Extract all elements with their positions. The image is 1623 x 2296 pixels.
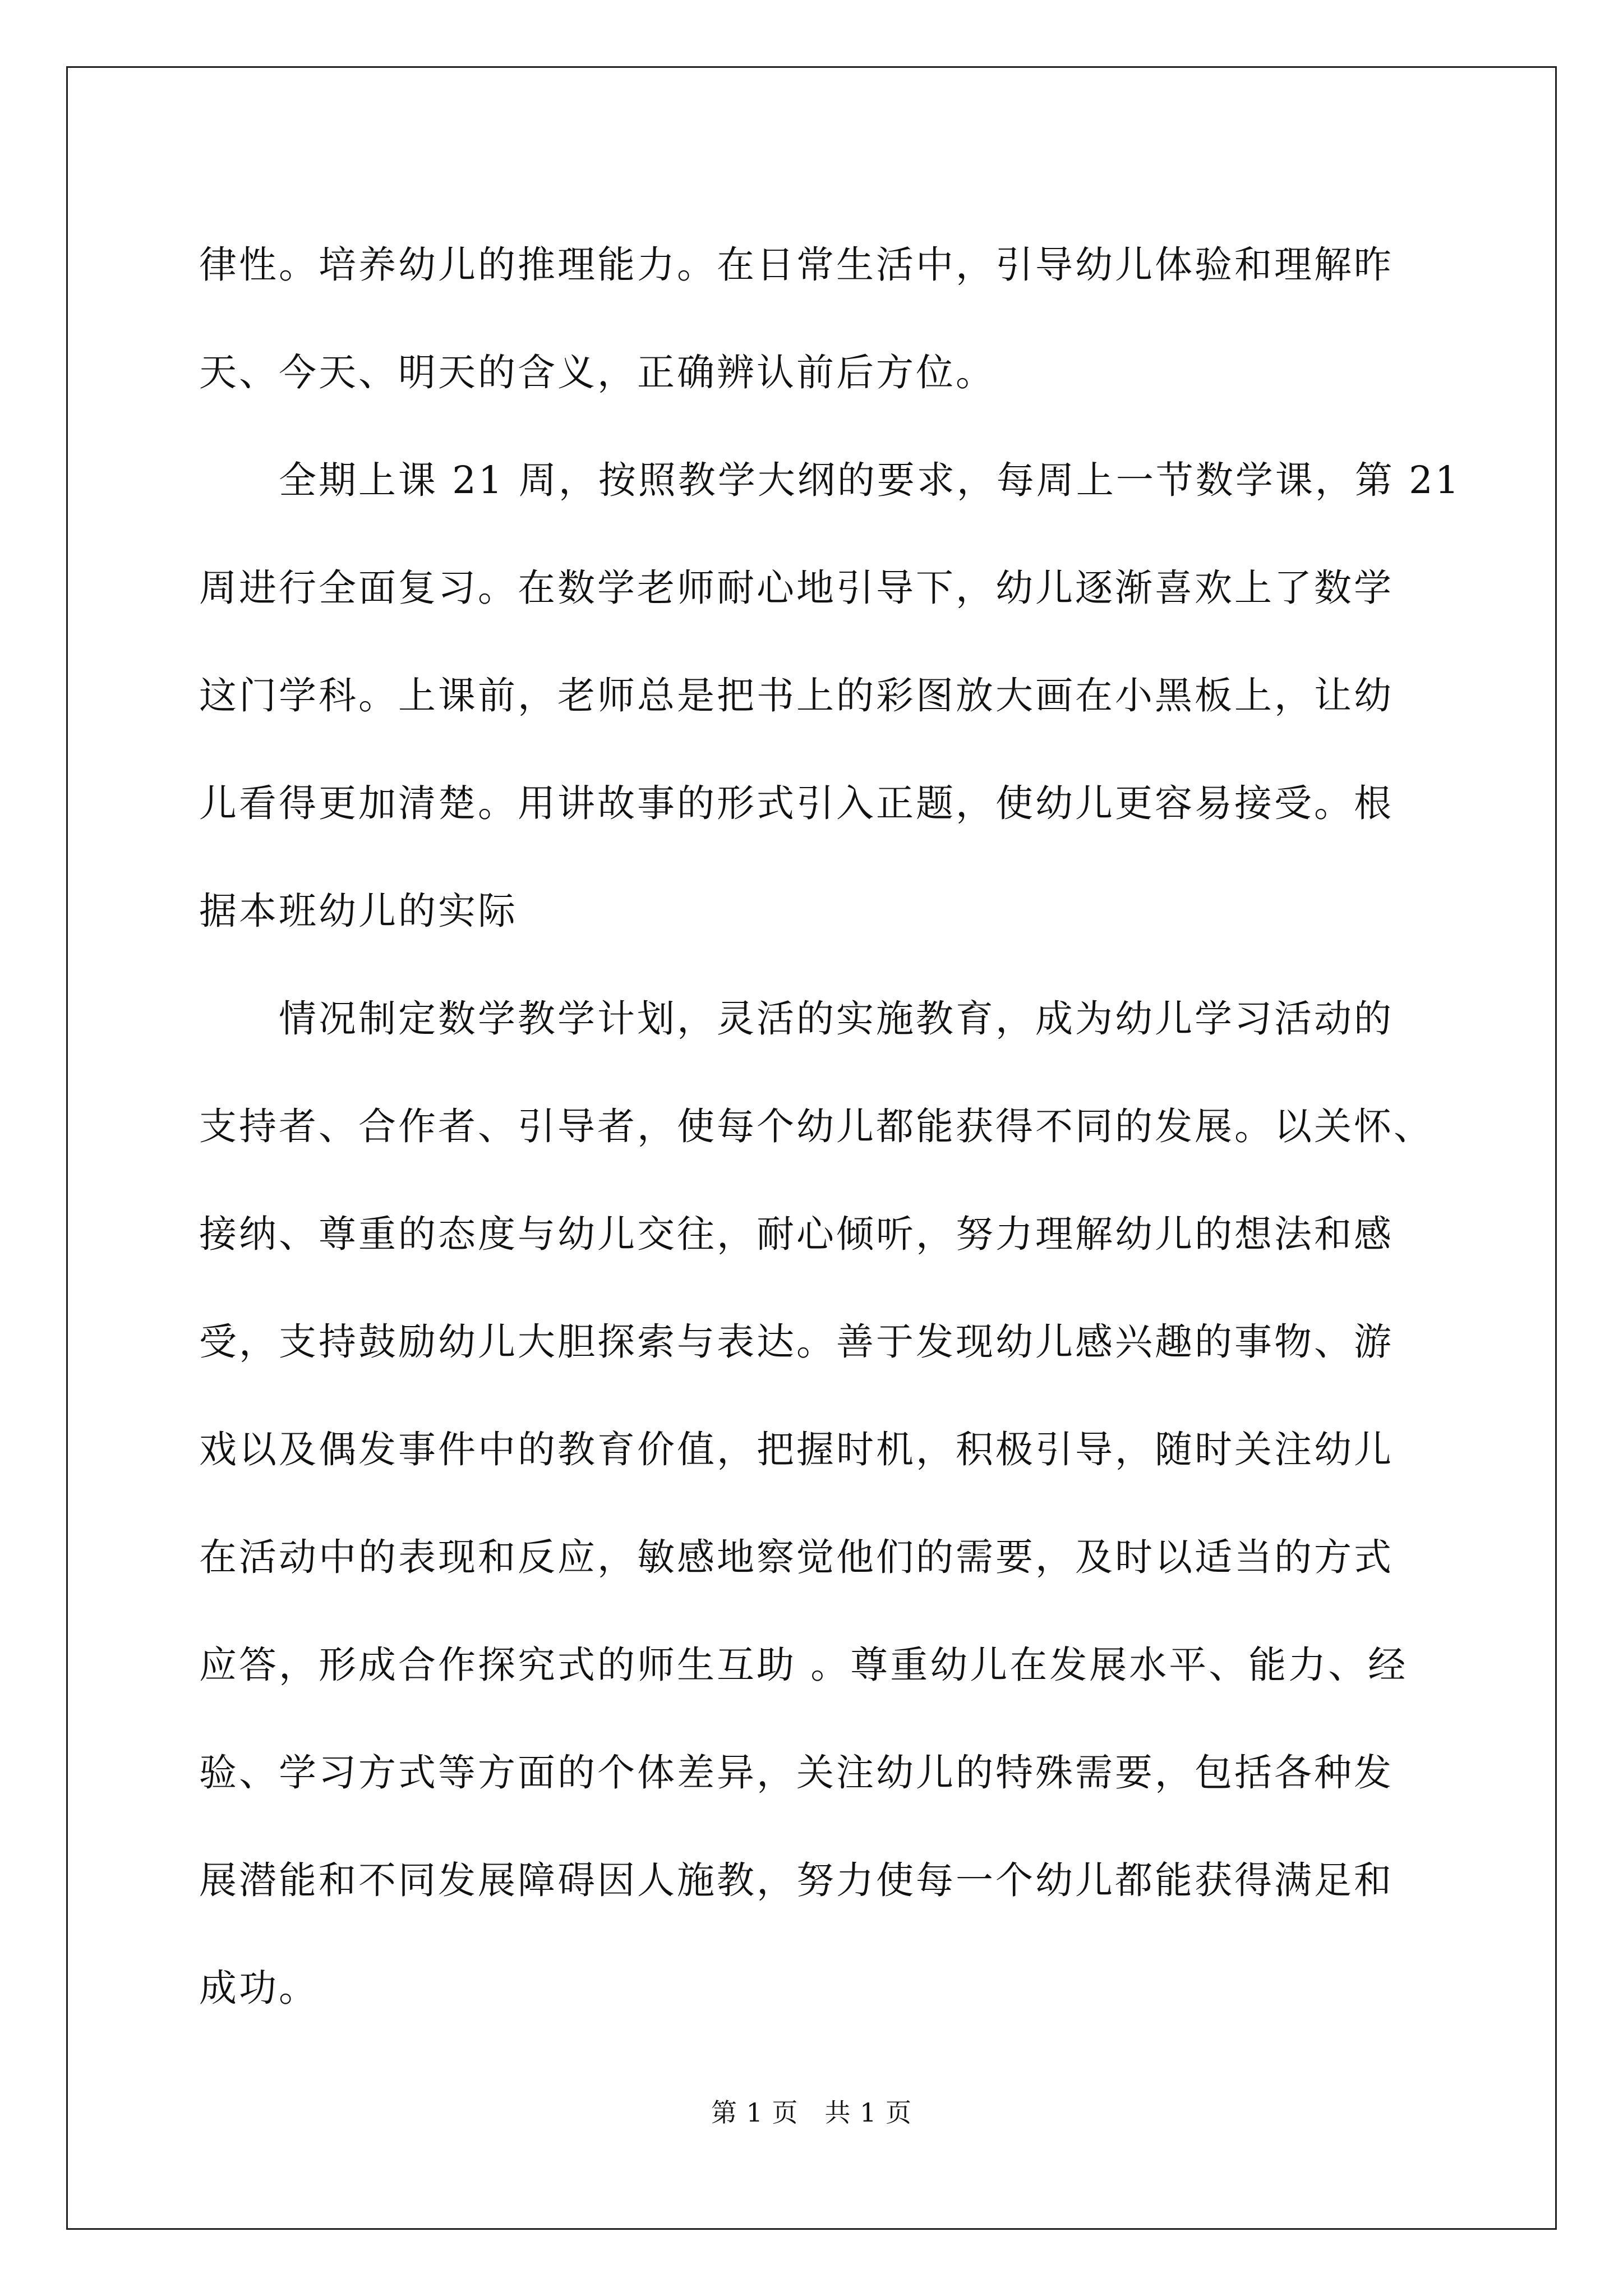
text-line: 情况制定数学教学计划，灵活的实施教育，成为幼儿学习活动的 [199,997,1394,1041]
page-footer [0,2092,1623,2129]
text-line: 全期上课 21 周，按照教学大纲的要求，每周上一节数学课，第 21 [199,458,1461,502]
text-line: 据本班幼儿的实际 [199,889,518,933]
text-line: 周进行全面复习。在数学老师耐心地引导下，幼儿逐渐喜欢上了数学 [199,566,1394,610]
text-line: 律性。培养幼儿的推理能力。在日常生活中，引导幼儿体验和理解昨 [199,243,1394,287]
page-number: 第 1 页 共 1 页 [711,2097,912,2128]
text-line: 支持者、合作者、引导者，使每个幼儿都能获得不同的发展。以关怀、 [199,1105,1433,1148]
text-line: 戏以及偶发事件中的教育价值，把握时机，积极引导，随时关注幼儿 [199,1428,1394,1471]
text-line: 成功。 [199,1966,319,2010]
text-line: 儿看得更加清楚。用讲故事的形式引入正题，使幼儿更容易接受。根 [199,781,1394,825]
text-line: 受，支持鼓励幼儿大胆探索与表达。善于发现幼儿感兴趣的事物、游 [199,1320,1394,1364]
paragraph-1 [199,211,1455,426]
text-line: 这门学科。上课前，老师总是把书上的彩图放大画在小黑板上，让幼 [199,674,1394,717]
text-line: 验、学习方式等方面的个体差异，关注幼儿的特殊需要，包括各种发 [199,1751,1394,1795]
text-line: 天、今天、明天的含义，正确辨认前后方位。 [199,351,995,394]
text-line: 接纳、尊重的态度与幼儿交往，耐心倾听，努力理解幼儿的想法和感 [199,1212,1394,1256]
document-body [199,211,1461,2042]
text-line: 展潜能和不同发展障碍因人施教，努力使每一个幼儿都能获得满足和 [199,1858,1394,1902]
text-line: 在活动中的表现和反应，敏感地察觉他们的需要，及时以适当的方式 [199,1535,1394,1579]
text-line: 应答，形成合作探究式的师生互助 。尊重幼儿在发展水平、能力、经 [199,1643,1408,1687]
paragraph-2 [199,426,1461,965]
paragraph-3 [199,965,1455,2042]
